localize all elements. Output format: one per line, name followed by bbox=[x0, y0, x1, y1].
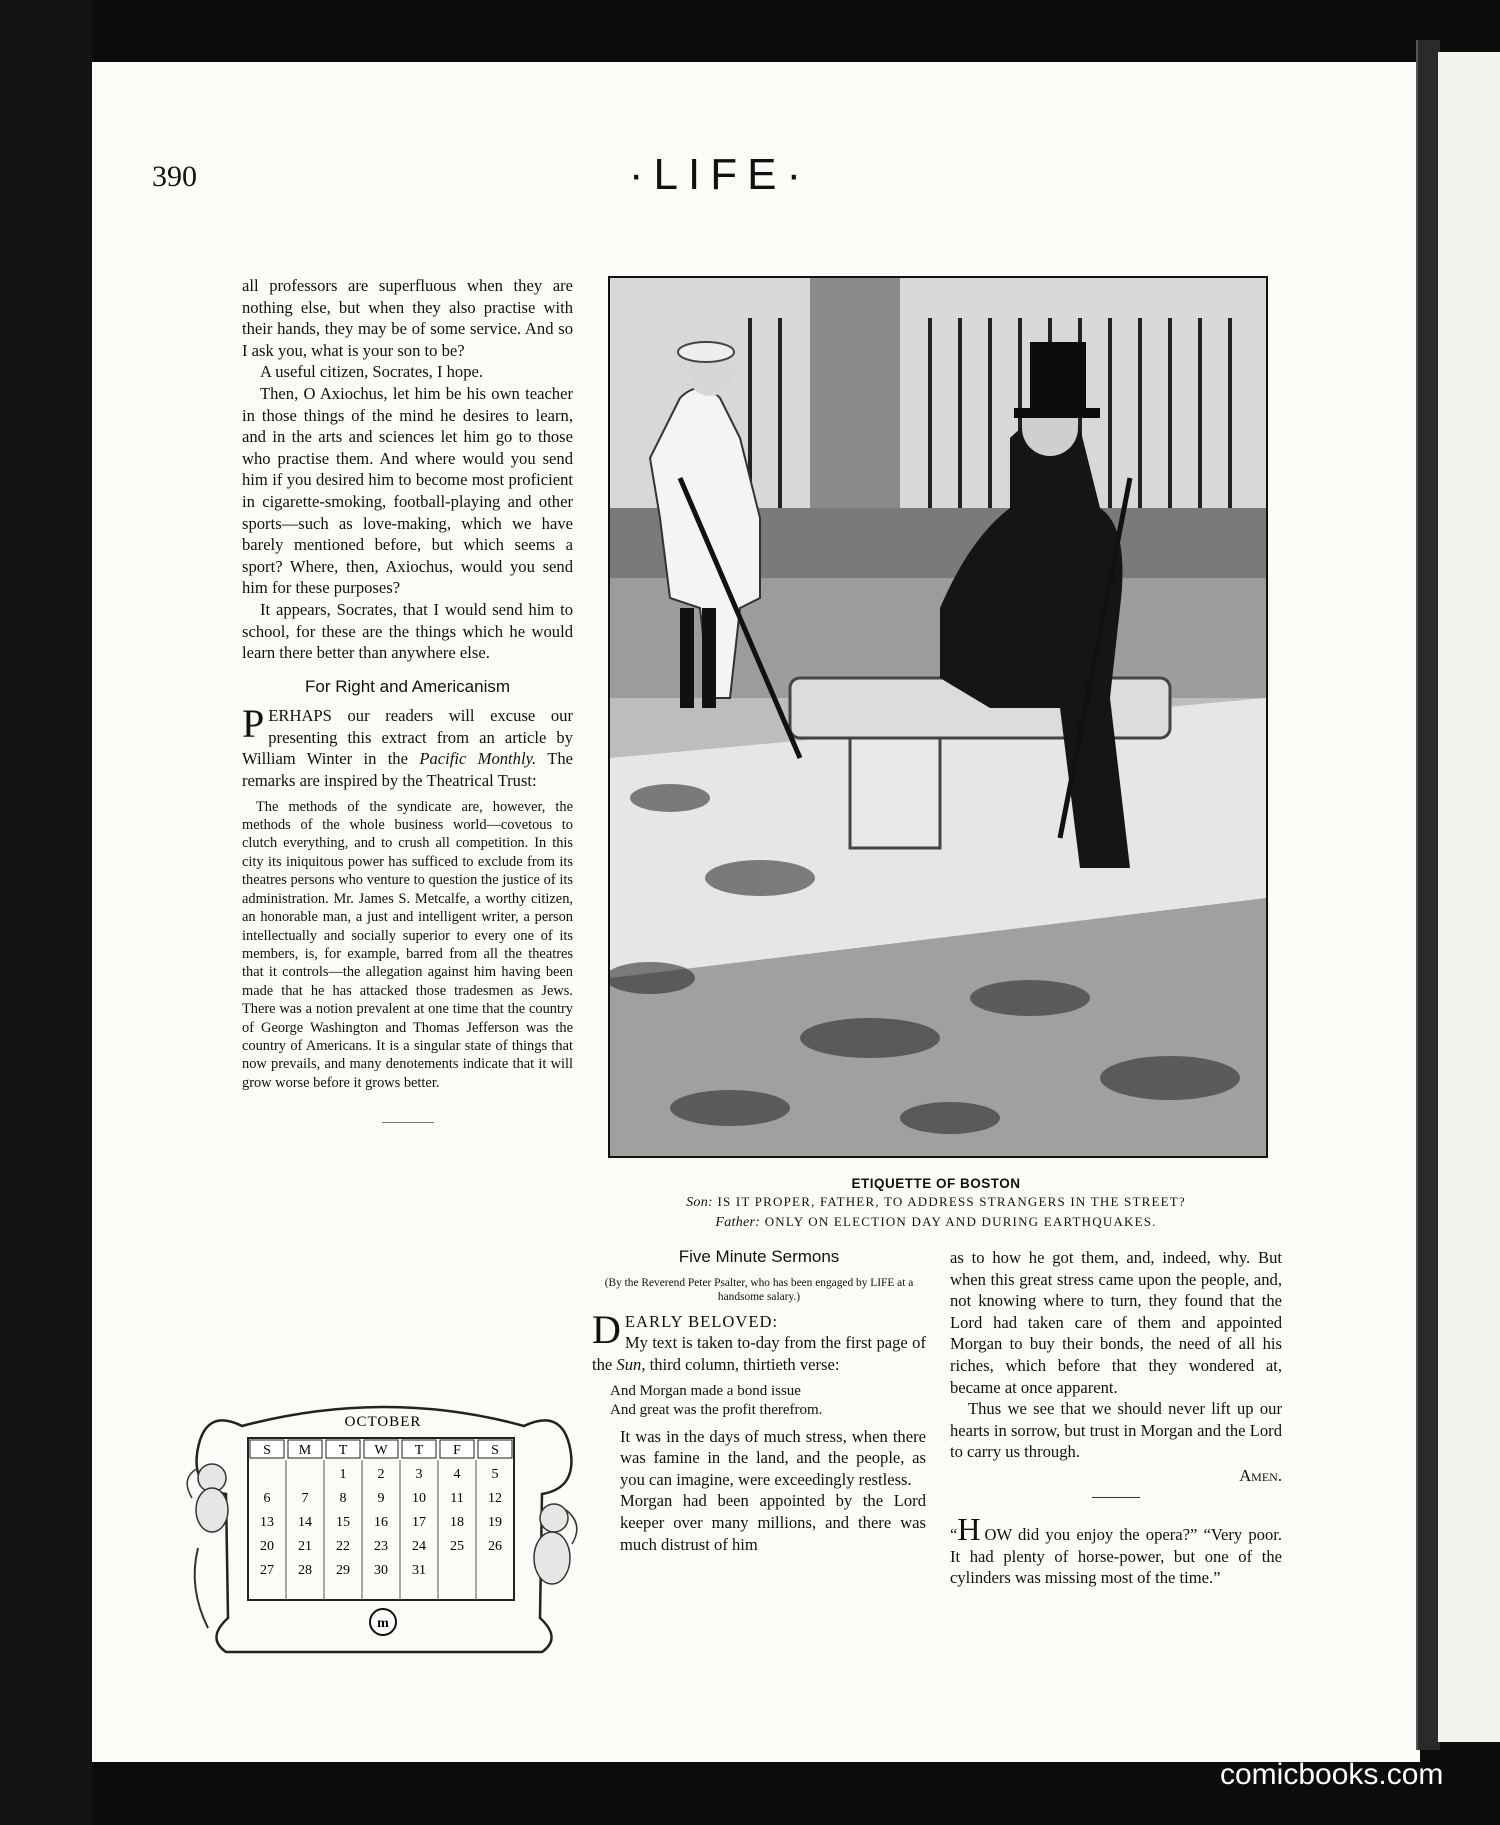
weekday-label: W bbox=[374, 1443, 388, 1458]
calendar-day: 10 bbox=[412, 1491, 426, 1506]
calendar-day: 8 bbox=[339, 1491, 347, 1506]
paragraph: Then, O Axiochus, let him be his own teacher in those things of the mind he desires to learn, and in the arts and sciences let him go to those who practise them. And where would you send him if you desired him to become most proficient in cigarette-smoking, football-playing and other sports—such as love-making, which we have barely mentioned before, but which seems a sport? Where, then, Axiochus, would you send him for these purposes? bbox=[242, 383, 573, 598]
calendar-grid bbox=[248, 1438, 514, 1600]
caption-title: ETIQUETTE OF BOSTON bbox=[851, 1176, 1021, 1191]
calendar-day: 14 bbox=[298, 1515, 312, 1530]
weekday-label: M bbox=[298, 1443, 312, 1458]
october-calendar bbox=[186, 1398, 580, 1660]
sermon-byline: (By the Reverend Peter Psalter, who has been engaged by LIFE at a handsome salary.) bbox=[604, 1276, 914, 1304]
scan-left-edge bbox=[0, 0, 92, 1825]
illustration-caption bbox=[608, 1176, 1264, 1231]
publication-title: Pacific Monthly. bbox=[419, 749, 537, 769]
sermon-amen: Amen. bbox=[1239, 1465, 1282, 1485]
calendar-day: 30 bbox=[374, 1563, 388, 1578]
emblem-letter: m bbox=[377, 1616, 389, 1631]
calendar-day: 12 bbox=[488, 1491, 502, 1506]
calendar-day: 29 bbox=[336, 1563, 350, 1578]
page-number: 390 bbox=[152, 160, 197, 193]
calendar-day: 5 bbox=[491, 1467, 499, 1482]
paragraph: It appears, Socrates, that I would send him to school, for these are the things which he would learn there better than anywhere else. bbox=[242, 599, 573, 663]
calendar-day: 21 bbox=[298, 1539, 312, 1554]
calendar-day: 24 bbox=[412, 1539, 426, 1554]
sermon-heading: Five Minute Sermons bbox=[678, 1247, 840, 1266]
illustration-drawing bbox=[610, 278, 1266, 1156]
calendar-day: 3 bbox=[415, 1467, 423, 1482]
weekday-label: S bbox=[263, 1443, 271, 1458]
paragraph: Morgan had been appointed by the Lord keeper over many millions, and there was much distrust of him bbox=[620, 1491, 926, 1554]
calendar-day: 1 bbox=[339, 1467, 347, 1482]
paragraph: It was in the days of much stress, when there was famine in the land, and the people, as you can imagine, were exceedingly restless. bbox=[620, 1426, 926, 1489]
calendar-day: 23 bbox=[374, 1539, 388, 1554]
weekday-label: S bbox=[491, 1443, 499, 1458]
masthead: ·LIFE· bbox=[628, 150, 812, 199]
paragraph: all professors are superfluous when they are nothing else, but when they also practise with their hands, they may be of some service. And so I ask you, what is your son to be? bbox=[242, 276, 573, 360]
joke: “H OW did you enjoy the opera?” “Very poor. It had plenty of horse-power, but one of the cylinders was missing most of the time.” bbox=[950, 1510, 1283, 1588]
calendar-day: 20 bbox=[260, 1539, 274, 1554]
sermon-column bbox=[592, 1246, 926, 1555]
calendar-day: 18 bbox=[450, 1515, 464, 1530]
scripture-verse: And Morgan made a bond issue And great was the profit therefrom. bbox=[610, 1382, 823, 1418]
section-divider bbox=[382, 1122, 434, 1123]
paragraph: A useful citizen, Socrates, I hope. bbox=[260, 362, 484, 382]
speaker-label: Son: bbox=[686, 1195, 713, 1210]
block-quote: The methods of the syndicate are, however, the methods of the whole business world—covetous to clutch everything, and to crush all competition. In this city its iniquitous power has sufficed to exclude from its theatres persons who venture to question the justice of its administration. Mr. James S. Metcalfe, a worthy citizen, an honorable man, a just and intelligent writer, a person intellectually and socially superior to every one of its members, is, for example, barred from all the theatres that it controls—the allegation against him having been made that he has attacked those tradesmen as Jews. There was a notion prevalent at one time that the country of George Washington and Thomas Jefferson was the country of Americans. It is a singular state of things that now prevails, and many denotements indicate that it will grow worse before it grows better. bbox=[242, 798, 573, 1091]
page-spine bbox=[1416, 40, 1440, 1750]
weekday-label: F bbox=[453, 1443, 461, 1458]
calendar-day: 13 bbox=[260, 1515, 274, 1530]
calendar-day: 7 bbox=[301, 1491, 309, 1506]
calendar-graphic bbox=[186, 1398, 580, 1660]
calendar-day: 28 bbox=[298, 1563, 312, 1578]
calendar-day: 26 bbox=[488, 1539, 502, 1554]
calendar-day: 11 bbox=[450, 1491, 464, 1506]
right-column bbox=[950, 1247, 1282, 1589]
calendar-day: 2 bbox=[377, 1467, 385, 1482]
watermark: comicbooks.com bbox=[1220, 1758, 1444, 1791]
calendar-day: 25 bbox=[450, 1539, 464, 1554]
paragraph: as to how he got them, and, indeed, why. But when this great stress came upon the people, and, not knowing where to turn, they found that the Lord had taken care of them and appointed Morgan to buy their bonds, the need of all his riches, which before that they wondered at, became at once apparent. bbox=[950, 1248, 1282, 1397]
calendar-day: 17 bbox=[412, 1515, 426, 1530]
drop-cap: P bbox=[242, 701, 265, 747]
cherub-right-icon bbox=[534, 1504, 577, 1584]
newspaper-title: Sun, bbox=[616, 1354, 646, 1374]
calendar-day: 16 bbox=[374, 1515, 388, 1530]
drop-cap: D bbox=[592, 1306, 621, 1352]
section-divider bbox=[1092, 1497, 1140, 1498]
drop-cap: H bbox=[957, 1510, 981, 1547]
article-heading: For Right and Americanism bbox=[304, 676, 511, 696]
weekday-label: T bbox=[414, 1443, 424, 1458]
calendar-day: 22 bbox=[336, 1539, 350, 1554]
sermon-opening: DEARLY BELOVED: My text is taken to-day from the first page of the Sun, third column, thirtieth verse: bbox=[592, 1306, 926, 1374]
cherub-left-icon bbox=[187, 1464, 228, 1628]
weekday-label: T bbox=[338, 1443, 348, 1458]
caption-son-line: Son: IS IT PROPER, FATHER, TO ADDRESS STRANGERS IN THE STREET? bbox=[686, 1194, 1186, 1210]
calendar-month: OCTOBER bbox=[344, 1414, 422, 1430]
calendar-day: 6 bbox=[263, 1491, 271, 1506]
calendar-day: 27 bbox=[260, 1563, 274, 1578]
calendar-day: 31 bbox=[412, 1563, 426, 1578]
illustration bbox=[608, 276, 1268, 1158]
calendar-day: 4 bbox=[453, 1467, 461, 1482]
calendar-day: 19 bbox=[488, 1515, 502, 1530]
calendar-day: 15 bbox=[336, 1515, 350, 1530]
speaker-label: Father: bbox=[715, 1215, 761, 1230]
facing-page-edge bbox=[1438, 52, 1500, 1742]
calendar-day: 9 bbox=[377, 1491, 385, 1506]
article-intro: PERHAPS our readers will excuse our presenting this extract from an article by William Winter in the Pacific Monthly. The remarks are inspired by the Theatrical Trust: bbox=[242, 701, 573, 791]
caption-father-line: Father: ONLY ON ELECTION DAY AND DURING EARTHQUAKES. bbox=[715, 1214, 1157, 1230]
paragraph: Thus we see that we should never lift up our hearts in sorrow, but trust in Morgan and the Lord to carry us through. bbox=[950, 1399, 1282, 1462]
left-column bbox=[242, 275, 573, 1123]
